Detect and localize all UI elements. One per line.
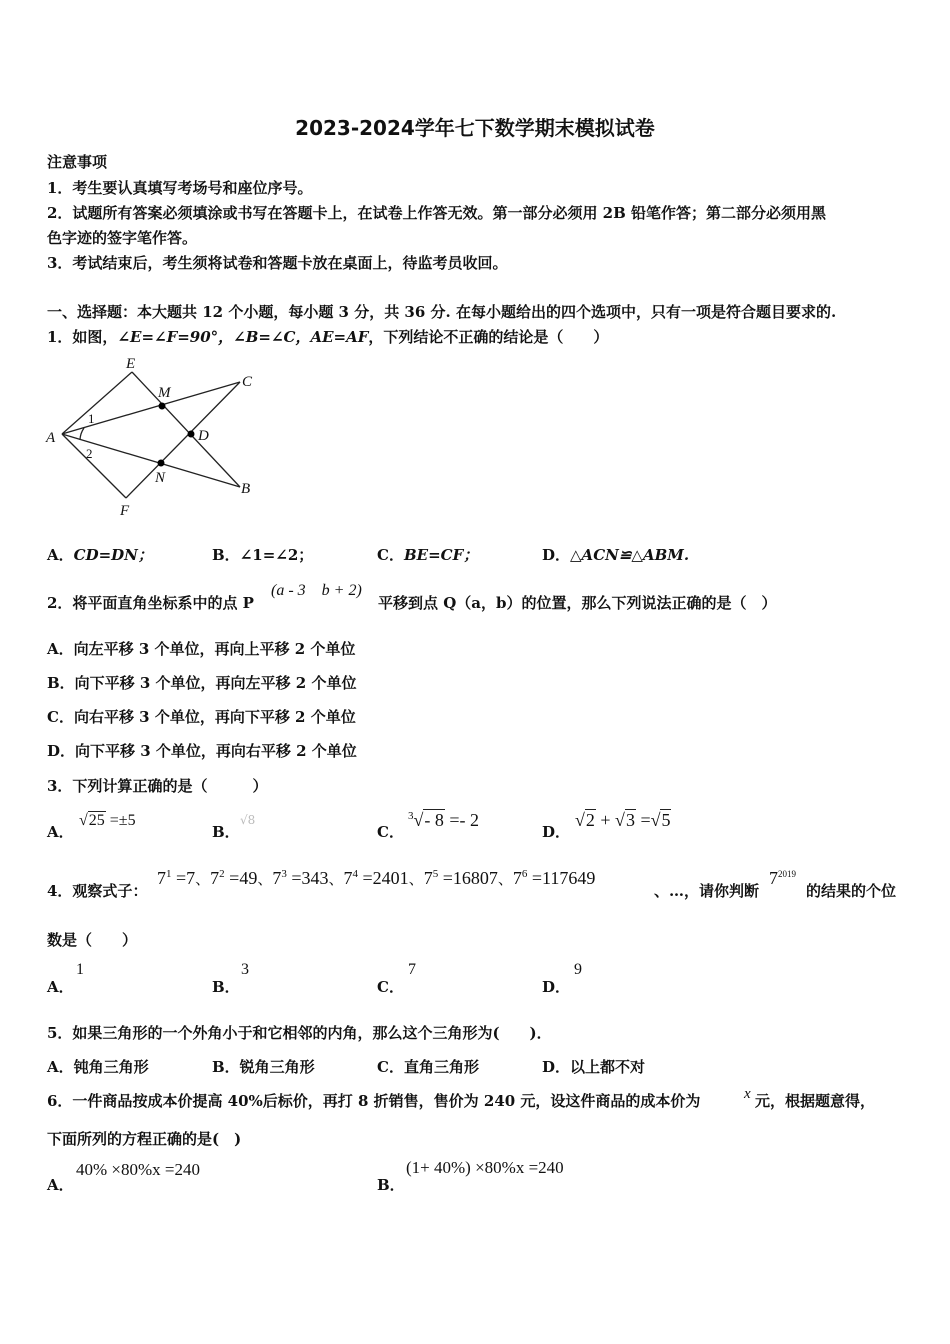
question-5-option-d: D．以上都不对 [542, 1058, 646, 1076]
label-angle-2: 2 [86, 446, 93, 461]
question-4-label-b: B． [212, 978, 240, 996]
question-5-option-a: A．钝角三角形 [47, 1058, 149, 1076]
label-e: E [126, 356, 136, 372]
question-2-option-c: C．向右平移 3 个单位，再向下平移 2 个单位 [47, 708, 356, 726]
question-1-option-b: B．∠1=∠2； [212, 546, 314, 564]
question-3-label-c: C． [377, 823, 404, 841]
question-1-option-d: D．△ACN≌△ABM. [542, 546, 690, 564]
question-5-option-b: B．锐角三角形 [212, 1058, 315, 1076]
notes-heading: 注意事项 [47, 153, 108, 171]
question-1-option-c: C．BE=CF； [377, 546, 479, 564]
question-6-label-a: A． [47, 1176, 74, 1194]
label-angle-1: 1 [88, 411, 95, 426]
question-4-powers: $7^1 =7$、$7^2 =49$、$7^3 =343$、$7^4 =2401$、$7^5 =16807$、$7^6 =117649$ [157, 868, 596, 888]
point-d-dot [188, 431, 195, 438]
question-2-option-a: A．向左平移 3 个单位，再向上平移 2 个单位 [47, 640, 356, 658]
label-m: M [158, 385, 171, 401]
question-4-stem-prefix: 4．观察式子： [47, 882, 148, 900]
question-6-stem-suffix: 元，根据题意得， [755, 1092, 876, 1110]
question-3-stem: 3．下列计算正确的是（ ） [47, 777, 268, 795]
question-4-label-d: D． [542, 978, 571, 996]
question-4-target: $7^{2019}$ [769, 868, 796, 888]
notes-item: 2．试题所有答案必须填涂或书写在答题卡上，在试卷上作答无效。第一部分必须用 2B 铅笔作答；第二部分必须用黑 [47, 204, 827, 222]
question-6-option-a: 40% ×80%x =240 [76, 1160, 200, 1179]
label-n: N [155, 470, 166, 486]
label-c: C [242, 374, 253, 390]
question-6-stem-line2: 下面所列的方程正确的是( ) [47, 1130, 242, 1148]
question-4-option-c: 7 [408, 961, 416, 978]
question-4-stem-line2: 数是（ ） [47, 931, 138, 949]
question-2-stem-suffix: 平移到点 Q（a，b）的位置，那么下列说法正确的是（ ） [378, 594, 777, 612]
question-4-label-c: C． [377, 978, 404, 996]
point-m-dot [159, 403, 166, 410]
point-n-dot [158, 460, 165, 467]
question-1-stem: 1．如图，∠E=∠F=90°，∠B=∠C，AE=AF，下列结论不正确的结论是（ ） [47, 328, 609, 346]
page-title: 2023-2024学年七下数学期末模拟试卷 [295, 116, 655, 140]
label-a: A [46, 430, 56, 446]
question-5-option-c: C．直角三角形 [377, 1058, 479, 1076]
question-2-option-d: D．向下平移 3 个单位，再向右平移 2 个单位 [47, 742, 357, 760]
question-3-option-a: √25 =±5 [79, 812, 136, 829]
label-b: B [241, 481, 251, 497]
question-4-label-a: A． [47, 978, 74, 996]
question-4-option-a: 1 [76, 961, 84, 978]
question-5-stem: 5．如果三角形的一个外角小于和它相邻的内角，那么这个三角形为( )． [47, 1024, 552, 1042]
notes-item: 1．考生要认真填写考场号和座位序号。 [47, 179, 313, 197]
question-4-option-b: 3 [241, 961, 249, 978]
question-2-option-b: B．向下平移 3 个单位，再向左平移 2 个单位 [47, 674, 357, 692]
question-4-stem-mid: 、…，请你判断 [654, 882, 760, 900]
question-1-figure [40, 352, 270, 522]
question-3-option-c: $^3$√- 8 =- 2 [408, 810, 480, 830]
question-4-option-d: 9 [574, 961, 582, 978]
label-d: D [198, 428, 209, 444]
question-6-variable: x [744, 1086, 751, 1102]
question-3-label-a: A． [47, 823, 74, 841]
question-3-option-d: √2 + √3 =√5 [575, 810, 671, 830]
question-3-option-b: √8 [240, 813, 256, 827]
question-6-stem-prefix: 6．一件商品按成本价提高 40%后标价，再打 8 折销售，售价为 240 元，设这件商品的成本价为 [47, 1092, 701, 1110]
question-6-option-b: (1+ 40%) ×80%x =240 [406, 1158, 564, 1177]
notes-item: 色字迹的签字笔作答。 [47, 229, 198, 247]
question-2-stem-prefix: 2．将平面直角坐标系中的点 P [47, 594, 254, 612]
notes-item: 3．考试结束后，考生须将试卷和答题卡放在桌面上，待监考员收回。 [47, 254, 508, 272]
question-1-option-a: A．CD=DN； [47, 546, 153, 564]
question-3-label-d: D． [542, 823, 571, 841]
section-heading: 一、选择题：本大题共 12 个小题，每小题 3 分，共 36 分. 在每小题给出的四个选项中，只有一项是符合题目要求的. [47, 303, 837, 321]
label-f: F [120, 503, 130, 519]
question-6-label-b: B． [377, 1176, 405, 1194]
question-2-point: (a - 3 b + 2) [271, 582, 362, 599]
question-3-label-b: B． [212, 823, 240, 841]
question-4-stem-suffix: 的结果的个位 [806, 882, 897, 900]
